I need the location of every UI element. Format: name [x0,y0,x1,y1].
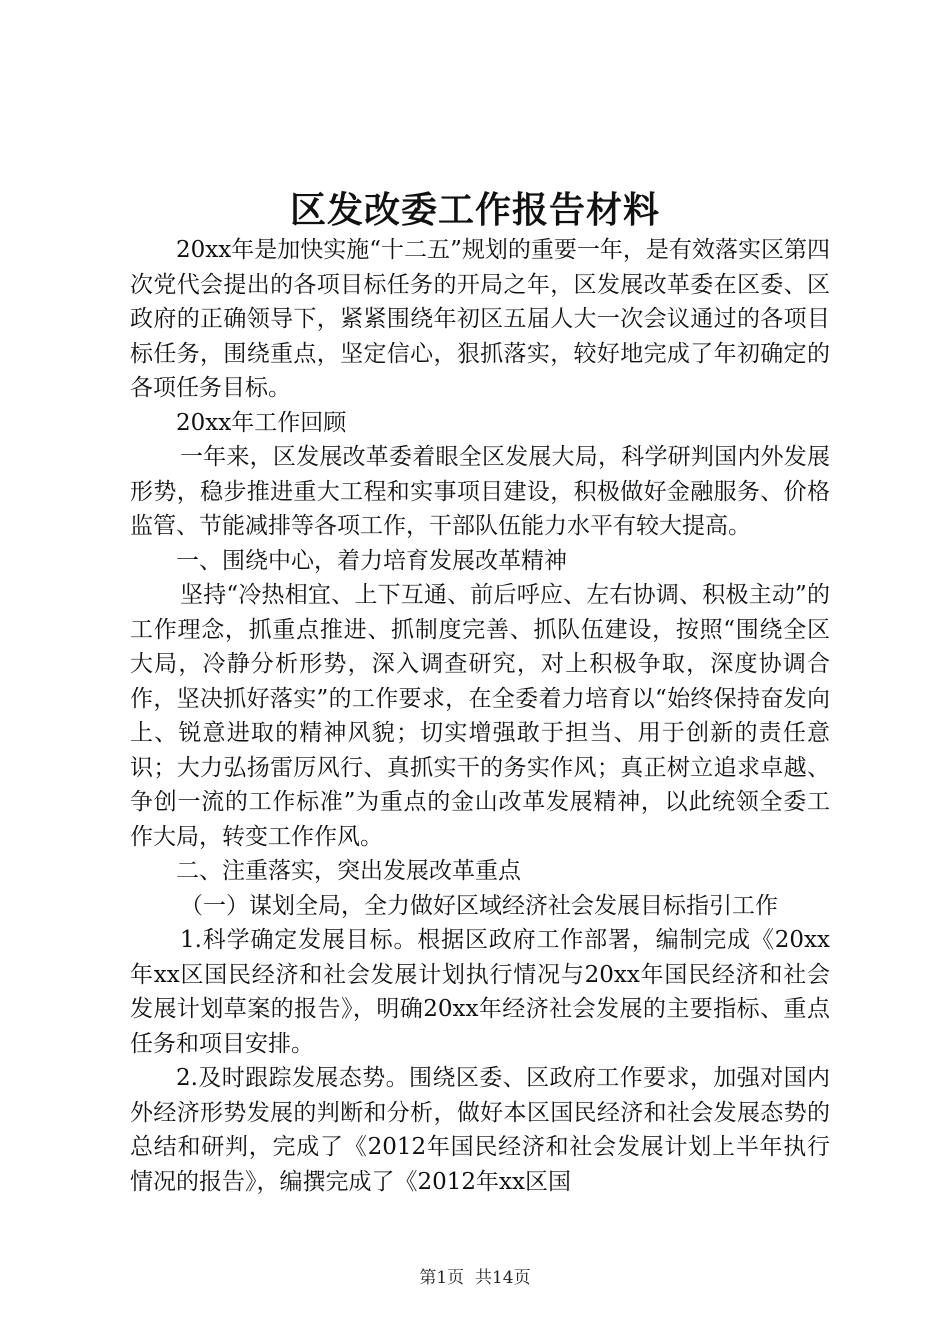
document-body [130,233,830,1199]
paragraph-section-1: 坚持“冷热相宜、上下互通、前后呼应、左右协调、积极主动”的工作理念，抓重点推进、抓制度完善、抓队伍建设，按照“围绕全区大局，冷静分析形势，深入调查研究，对上积极争取，深度协调合作，坚决抓好落实”的工作要求，在全委着力培育以“始终保持奋发向上、锐意进取的精神风貌；切实增强敢于担当、用于创新的责任意识；大力弘扬雷厉风行、真抓实干的务实作风；真正树立追求卓越、争创一流的工作标准”为重点的金山改革发展精神，以此统领全委工作大局，转变工作作风。 [130,582,830,850]
heading-review: 20xx年工作回顾 [176,409,347,436]
paragraph-overview: 一年来，区发展改革委着眼全区发展大局，科学研判国内外发展形势，稳步推进重大工程和实事项目建设，积极做好金融服务、价格监管、节能减排等各项工作，干部队伍能力水平有较大提高。 [130,444,830,539]
heading-subsection-1: （一）谋划全局，全力做好区域经济社会发展目标指引工作 [180,892,778,919]
heading-section-1: 一、围绕中心，着力培育发展改革精神 [176,547,567,574]
paragraph-intro: 20xx年是加快实施“十二五”规划的重要一年，是有效落实区第四次党代会提出的各项目标任务的开局之年，区发展改革委在区委、区政府的正确领导下，紧紧围绕年初区五届人大一次会议通过的各项目标任务，围绕重点，坚定信心，狠抓落实，较好地完成了年初确定的各项任务目标。 [130,237,830,401]
paragraph-item-1: 1.科学确定发展目标。根据区政府工作部署，编制完成《20xx年xx区国民经济和社会发展计划执行情况与20xx年国民经济和社会发展计划草案的报告》，明确20xx年经济社会发展的主要指标、重点任务和项目安排。 [130,927,830,1057]
heading-section-2: 二、注重落实，突出发展改革重点 [176,858,521,884]
document-title: 区发改委工作报告材料 [289,189,660,231]
paragraph-item-2: 2.及时跟踪发展态势。围绕区委、区政府工作要求，加强对国内外经济形势发展的判断和分析，做好本区国民经济和社会发展态势的总结和研判，完成了《2012年国民经济和社会发展计划上半年执行情况的报告》，编撰完成了《2012年xx区国 [130,1065,830,1195]
page-footer [0,1266,950,1290]
page-number: 第1页 共14页 [419,1268,531,1288]
